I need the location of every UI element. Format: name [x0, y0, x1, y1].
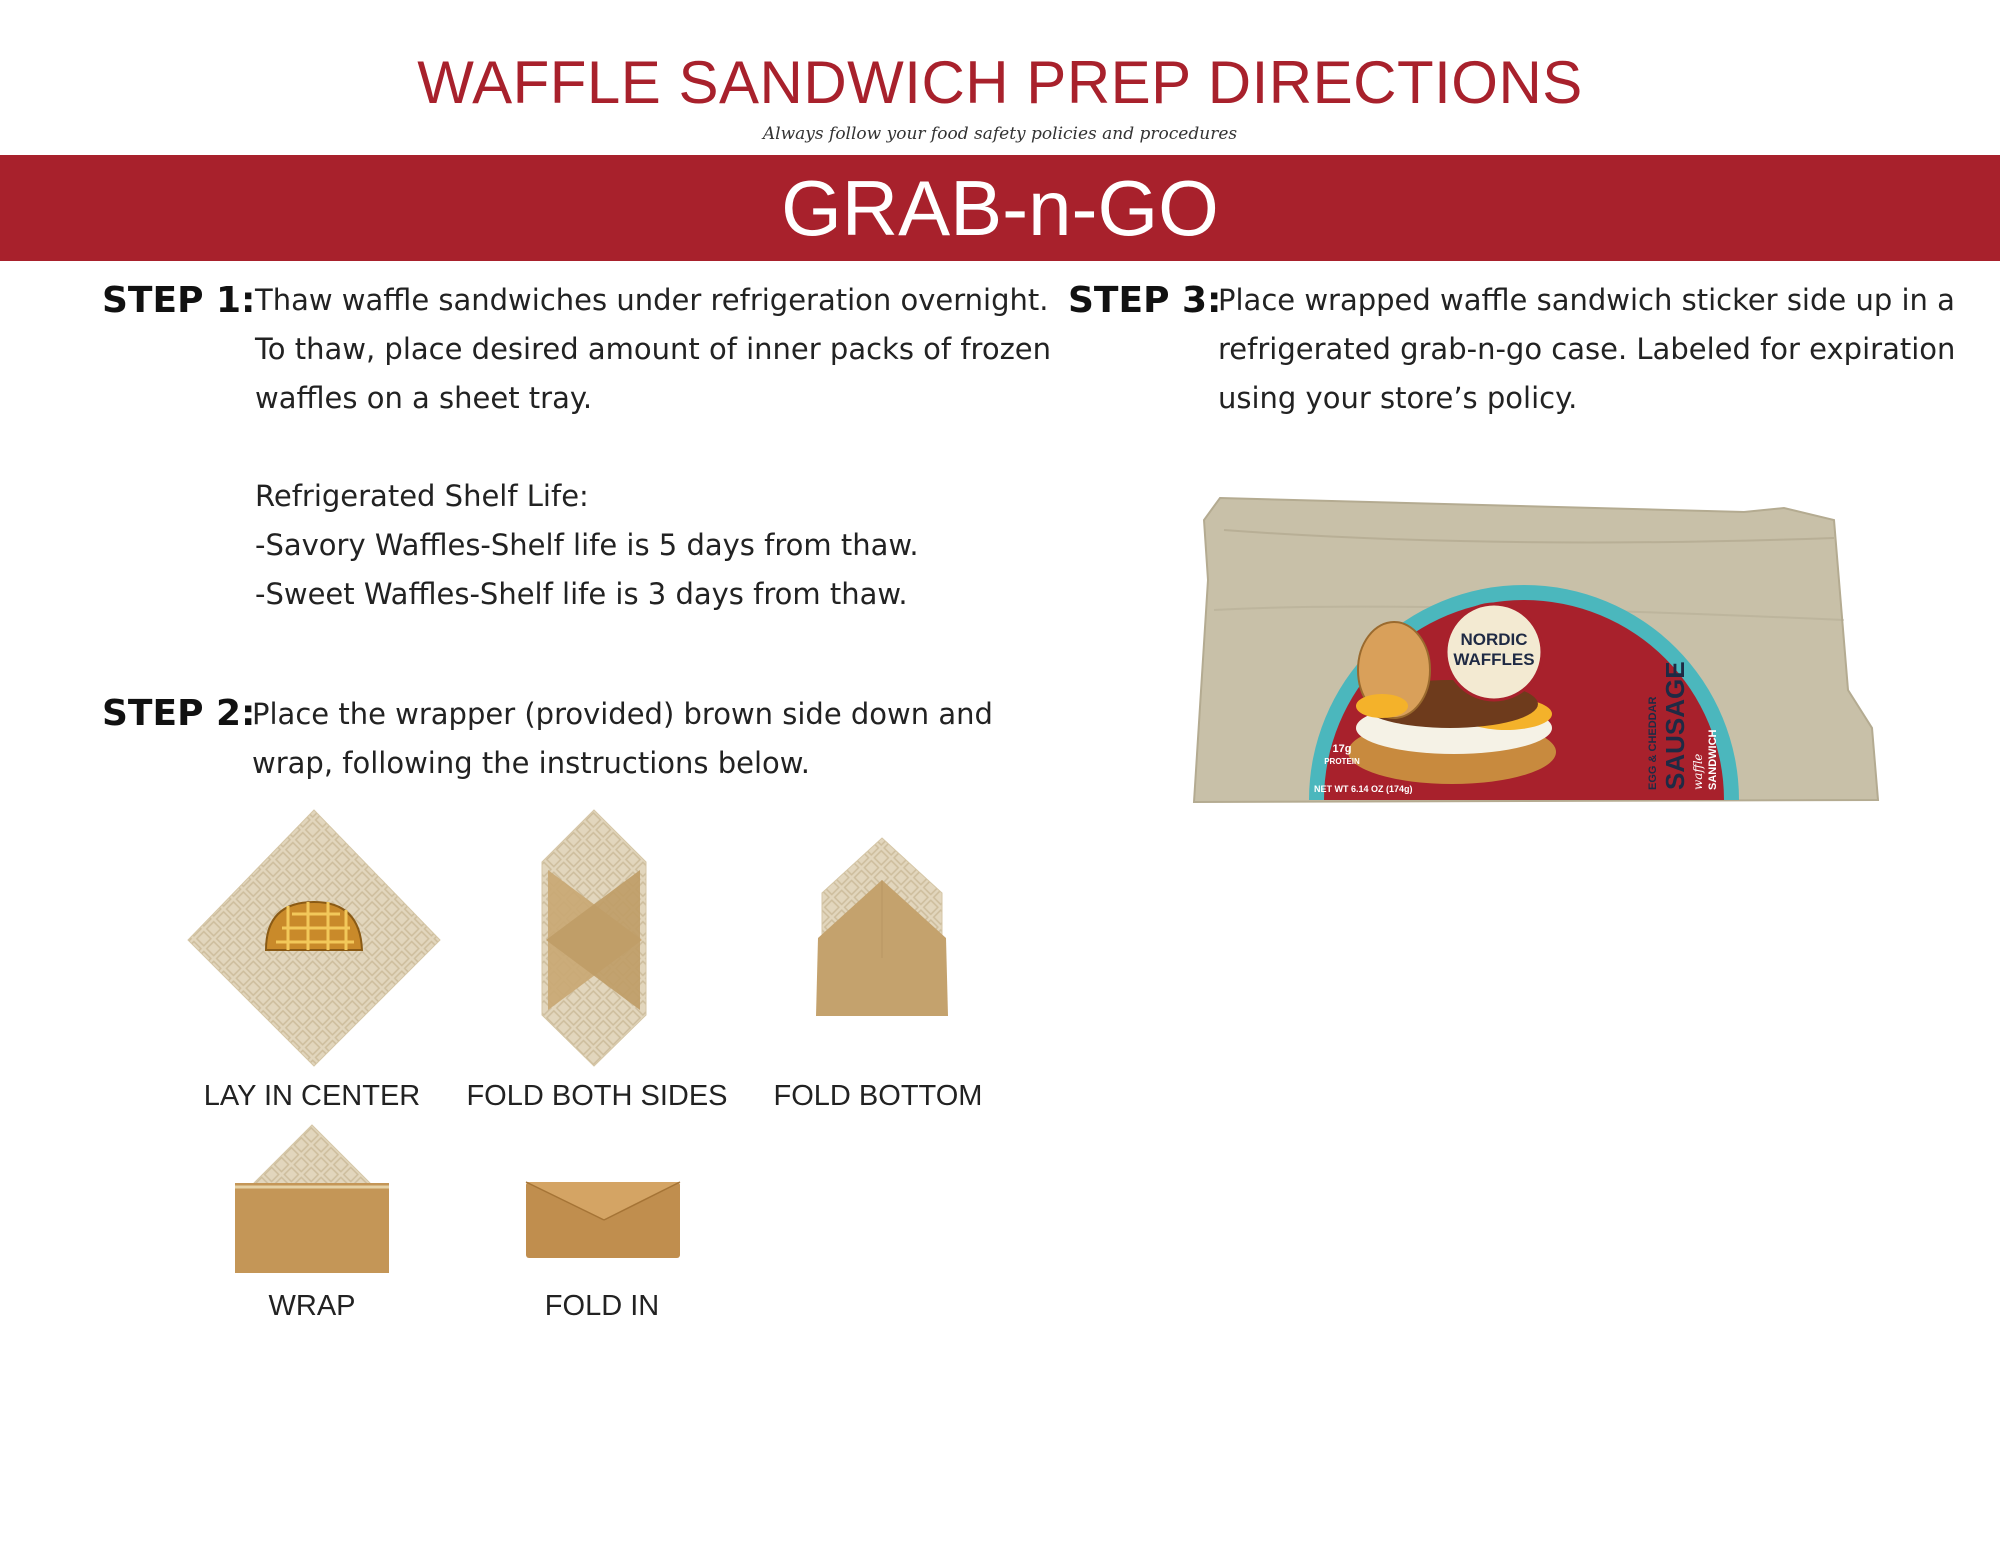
lay-in-center-image [184, 810, 444, 1070]
grab-n-go-banner [0, 155, 2000, 261]
banner-title: GRAB-n-GO [781, 164, 1219, 252]
sandwich-word: SANDWICH [1707, 729, 1719, 790]
step-2-line-2: wrap, following the instructions below. [252, 746, 811, 780]
net-weight: NET WT 6.14 OZ (174g) [1314, 784, 1413, 794]
page-title: WAFFLE SANDWICH PREP DIRECTIONS [417, 49, 1583, 116]
step-2-line-1: Place the wrapper (provided) brown side down and [252, 697, 993, 731]
page-subtitle: Always follow your food safety policies and procedures [762, 124, 1238, 144]
logo-line-1: NORDIC [1460, 630, 1528, 649]
protein-value: 17g [1332, 743, 1352, 755]
step-1-line-2: To thaw, place desired amount of inner packs of frozen [255, 332, 1052, 366]
wrap-image [232, 1125, 392, 1275]
step-3-line-1: Place wrapped waffle sandwich sticker side up in a [1218, 283, 1955, 317]
flavor-text: SAUSAGE [1660, 661, 1690, 790]
waffle-word: waffle [1691, 753, 1705, 790]
shelf-life-savory: -Savory Waffles-Shelf life is 5 days from thaw. [255, 528, 919, 562]
step-2-text [252, 690, 993, 788]
caption-fold-in: FOLD IN [544, 1290, 660, 1322]
step-1-line-3: waffles on a sheet tray. [255, 381, 593, 415]
descriptor-text: EGG & CHEDDAR [1647, 696, 1659, 790]
step-3-label: STEP 3: [1068, 280, 1222, 321]
caption-fold-both-sides: FOLD BOTH SIDES [466, 1080, 728, 1112]
wrapped-sandwich-image [1194, 490, 1894, 810]
step-3-line-3: using your store’s policy. [1218, 381, 1578, 415]
step-1-label: STEP 1: [102, 280, 256, 321]
nordic-waffles-logo [1446, 604, 1542, 700]
fold-bottom-image [812, 838, 952, 1038]
logo-line-2: WAFFLES [1453, 650, 1535, 669]
step-1-line-1: Thaw waffle sandwiches under refrigeration overnight. [255, 283, 1049, 317]
step-1-text [255, 276, 1051, 423]
step-3-text [1218, 276, 1955, 423]
shelf-life-block [255, 472, 919, 619]
fold-in-image [524, 1178, 684, 1268]
step-3-line-2: refrigerated grab-n-go case. Labeled for expiration [1218, 332, 1956, 366]
shelf-life-heading: Refrigerated Shelf Life: [255, 479, 589, 513]
fold-both-sides-image [534, 810, 654, 1070]
caption-lay-in-center: LAY IN CENTER [203, 1080, 421, 1112]
shelf-life-sweet: -Sweet Waffles-Shelf life is 3 days from thaw. [255, 577, 908, 611]
step-2-label: STEP 2: [102, 693, 256, 734]
protein-label: PROTEIN [1324, 757, 1360, 766]
caption-fold-bottom: FOLD BOTTOM [773, 1080, 983, 1112]
caption-wrap: WRAP [268, 1290, 356, 1322]
